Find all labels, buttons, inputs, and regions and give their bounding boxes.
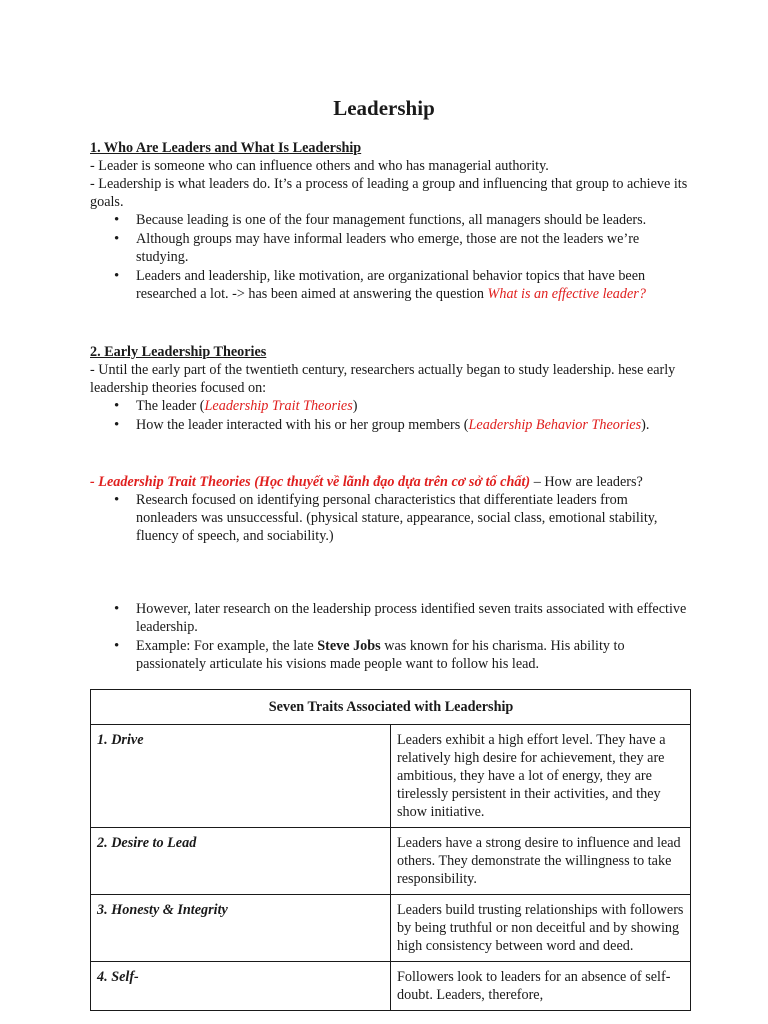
table-header-row — [91, 690, 691, 725]
paragraph: - Leadership is what leaders do. It’s a process of leading a group and influencing that group to achieve its goals. — [90, 176, 688, 210]
bullet-item — [90, 267, 690, 303]
bullet-item: • However, later research on the leadership process identified seven traits associated with effective leadership. — [90, 600, 690, 636]
bullet-text: Example: For example, the late — [136, 638, 318, 654]
section-who-are-leaders — [90, 139, 690, 304]
trait-name: 3. Honesty & Integrity — [91, 895, 391, 962]
trait-description: Leaders have a strong desire to influence and lead others. They demonstrate the willingness to take responsibility. — [391, 828, 691, 895]
bold-name: Steve Jobs — [317, 638, 381, 654]
trait-findings-block — [90, 600, 690, 674]
trait-question: – How are leaders? — [530, 474, 643, 490]
bullet-item: • Research focused on identifying personal characteristics that differentiate leaders from nonleaders was unsuccessful. (physical stature, appearance, social class, emotional stability, fluency of speech, and sociability.) — [90, 491, 690, 545]
bullet-text: How the leader interacted with his or her group members ( — [136, 417, 469, 433]
bullet-text: was known for his charisma. His ability to passionately articulate his visions made people want to follow his lead. — [136, 638, 625, 672]
document-title: Leadership — [333, 96, 435, 120]
subheading — [90, 473, 690, 491]
section-heading: 1. Who Are Leaders and What Is Leadership — [90, 140, 362, 156]
emphasis-term: Leadership Behavior Theories — [468, 417, 642, 433]
bullet-text: ) — [352, 398, 358, 414]
table-header: Seven Traits Associated with Leadership — [91, 690, 691, 725]
traits-table — [90, 689, 691, 1011]
bullet-item — [90, 397, 690, 415]
bullet-item — [90, 416, 690, 434]
trait-description: Leaders exhibit a high effort level. They have a relatively high desire for achievement, they are ambitious, they have a lot of energy, they are tirelessly persistent in their activities, and they show initiative. — [391, 725, 691, 828]
trait-theory-heading: - Leadership Trait Theories (Học thuyết về lãnh đạo dựa trên cơ sở tố chất) — [90, 474, 531, 490]
trait-name: 1. Drive — [91, 725, 391, 828]
table-row — [91, 962, 691, 1011]
bullet-text: ). — [641, 417, 650, 433]
emphasis-question: What is an effective leader? — [487, 286, 646, 302]
paragraph: - Leader is someone who can influence others and who has managerial authority. — [90, 158, 549, 174]
table-row — [91, 828, 691, 895]
bullet-item: • Although groups may have informal leaders who emerge, those are not the leaders we’re studying. — [90, 230, 690, 266]
trait-name: 2. Desire to Lead — [91, 828, 391, 895]
paragraph: - Until the early part of the twentieth century, researchers actually began to study leadership. hese early leadership theories focused on: — [90, 362, 676, 396]
bullet-text: The leader ( — [136, 398, 205, 414]
bullet-item: • Because leading is one of the four management functions, all managers should be leaders. — [90, 211, 690, 229]
bullet-text: Leaders and leadership, like motivation, are organizational behavior topics that have been researched a lot. -> has been aimed at answering the question — [136, 268, 646, 302]
table-row — [91, 725, 691, 828]
bullet-list — [90, 491, 690, 545]
trait-name: 4. Self- — [91, 962, 391, 1011]
trait-theories-block — [90, 473, 690, 546]
section-heading: 2. Early Leadership Theories — [90, 344, 267, 360]
trait-description: Leaders build trusting relationships with followers by being truthful or non deceitful and by showing high consistency between word and deed. — [391, 895, 691, 962]
section-early-theories — [90, 343, 690, 435]
bullet-list — [90, 211, 690, 303]
table-row — [91, 895, 691, 962]
bullet-list — [90, 600, 690, 673]
emphasis-term: Leadership Trait Theories — [204, 398, 353, 414]
bullet-item — [90, 637, 690, 673]
bullet-list — [90, 397, 690, 434]
trait-description: Followers look to leaders for an absence of self-doubt. Leaders, therefore, — [391, 962, 691, 1011]
